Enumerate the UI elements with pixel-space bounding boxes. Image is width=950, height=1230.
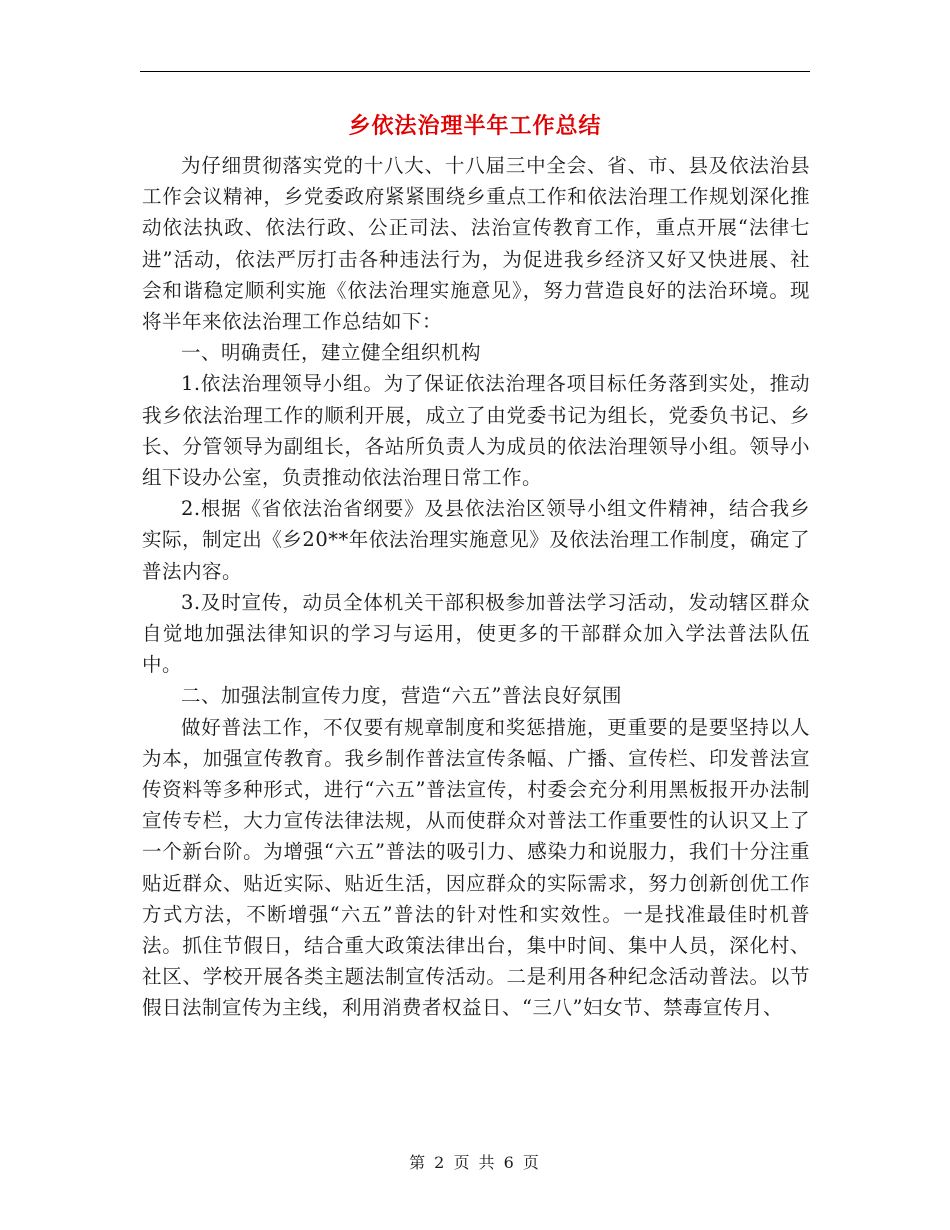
document-body (142, 150, 810, 1024)
document-title: 乡依法治理半年工作总结 (348, 114, 602, 139)
paragraph-intro: 为仔细贯彻落实党的十八大、十八届三中全会、省、市、县及依法治县工作会议精神，乡党委政府紧紧围绕乡重点工作和依法治理工作规划深化推动依法执政、依法行政、公正司法、法治宣传教育工作，重点开展“法律七进”活动，依法严厉打击各种违法行为，为促进我乡经济又好又快进展、社会和谐稳定顺利实施《依法治理实施意见》，努力营造良好的法治环境。现将半年来依法治理工作总结如下： (142, 154, 810, 334)
paragraph-item-1: 1.依法治理领导小组。为了保证依法治理各项目标任务落到实处，推动我乡依法治理工作的顺利开展，成立了由党委书记为组长，党委负书记、乡长、分管领导为副组长，各站所负责人为成员的依法治理领导小组。领导小组下设办公室，负责推动依法治理日常工作。 (142, 372, 810, 490)
section-heading-1: 一、明确责任，建立健全组织机构 (181, 341, 482, 365)
paragraph-item-3: 3.及时宣传，动员全体机关干部积极参加普法学习活动，发动辖区群众自觉地加强法律知识的学习与运用，使更多的干部群众加入学法普法队伍中。 (142, 590, 810, 677)
header-rule (140, 71, 810, 72)
paragraph-item-2: 2.根据《省依法治省纲要》及县依法治区领导小组文件精神，结合我乡实际，制定出《乡20**年依法治理实施意见》及依法治理工作制度，确定了普法内容。 (142, 497, 810, 583)
page-footer: 第 2 页 共 6 页 (409, 1153, 541, 1172)
section-heading-2: 二、加强法制宣传力度，营造“六五”普法良好氛围 (181, 684, 622, 708)
paragraph-section-2: 做好普法工作，不仅要有规章制度和奖惩措施，更重要的是要坚持以人为本，加强宣传教育。我乡制作普法宣传条幅、广播、宣传栏、印发普法宣传资料等多种形式，进行“六五”普法宣传，村委会充分利用黑板报开办法制宣传专栏，大力宣传法律法规，从而使群众对普法工作重要性的认识又上了一个新台阶。为增强“六五”普法的吸引力、感染力和说服力，我们十分注重贴近群众、贴近实际、贴近生活，因应群众的实际需求，努力创新创优工作方式方法，不断增强“六五”普法的针对性和实效性。一是找准最佳时机普法。抓住节假日，结合重大政策法律出台，集中时间、集中人员，深化村、社区、学校开展各类主题法制宣传活动。二是利用各种纪念活动普法。以节假日法制宣传为主线，利用消费者权益日、“三八”妇女节、禁毒宣传月、 (142, 715, 810, 1020)
